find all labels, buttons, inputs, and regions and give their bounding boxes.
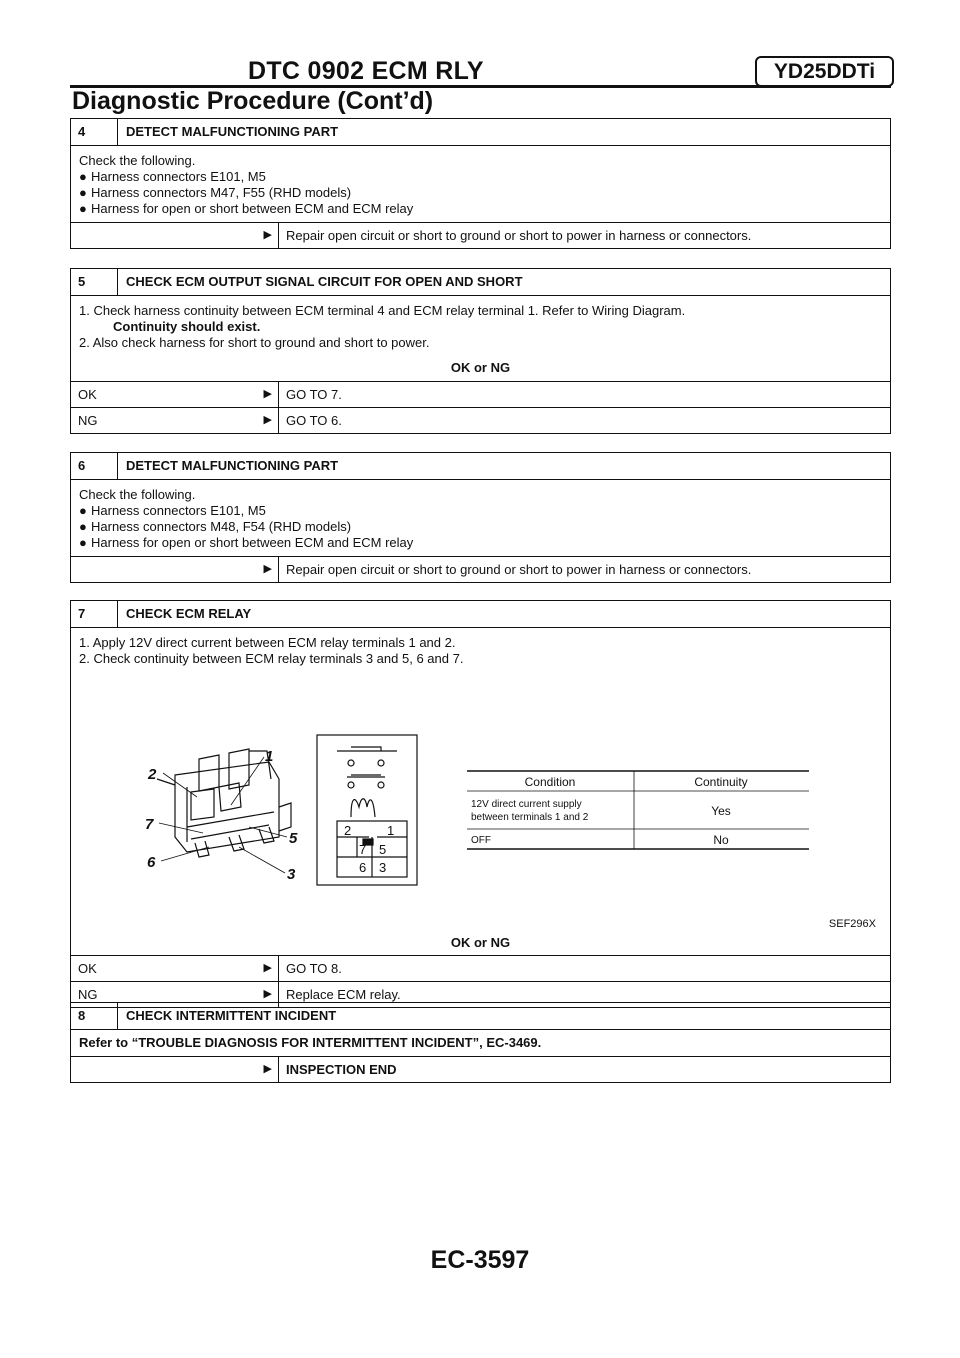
step-body	[71, 479, 890, 556]
result-row-ok	[71, 955, 890, 981]
continuity-table-text	[471, 775, 748, 847]
page-title: DTC 0902 ECM RLY	[248, 57, 484, 85]
step-number: 4	[71, 119, 118, 145]
step-intro: Check the following.	[79, 487, 196, 502]
table-cell-continuity: Yes	[711, 804, 731, 818]
step-5-block	[70, 268, 891, 434]
engine-badge: YD25DDTi	[755, 56, 894, 87]
result-action: Replace ECM relay.	[278, 982, 401, 1007]
action-text: Repair open circuit or short to ground or short to power in harness or connectors.	[278, 223, 751, 248]
terminal-label: 6	[359, 860, 367, 875]
question: OK or NG	[450, 935, 511, 950]
step-number: 7	[71, 601, 118, 627]
step-number: 8	[71, 1003, 118, 1029]
arrow-right-icon: ▶	[263, 988, 272, 1000]
result-label: NG	[78, 413, 98, 428]
action-row	[71, 556, 890, 582]
table-header-continuity: Continuity	[694, 775, 748, 789]
continuity-table	[467, 771, 809, 849]
terminal-labels	[344, 823, 394, 875]
result-label: OK	[78, 961, 97, 976]
relay-figure	[79, 667, 882, 935]
step-intro: Check the following.	[79, 153, 196, 168]
action-text: INSPECTION END	[278, 1057, 397, 1082]
terminal-label: 2	[344, 823, 352, 838]
result-label: NG	[78, 987, 98, 1002]
bullet-item: ● Harness for open or short between ECM and ECM relay	[79, 201, 414, 216]
result-action: GO TO 7.	[278, 382, 342, 407]
step-number: 5	[71, 269, 118, 295]
arrow-right-icon: ▶	[263, 563, 272, 575]
table-header-condition: Condition	[524, 775, 576, 789]
step-title: CHECK INTERMITTENT INCIDENT	[126, 1008, 337, 1023]
arrow-right-icon: ▶	[263, 414, 272, 426]
step-line: 1. Check harness continuity between ECM terminal 4 and ECM relay terminal 1. Refer to Wiring Diagram.	[79, 303, 686, 318]
step-title: CHECK ECM RELAY	[126, 606, 252, 621]
step-body	[71, 295, 890, 381]
step-line: 1. Apply 12V direct current between ECM relay terminals 1 and 2.	[79, 635, 456, 650]
result-row-ok	[71, 381, 890, 407]
step-title: CHECK ECM OUTPUT SIGNAL CIRCUIT FOR OPEN AND SHORT	[126, 274, 523, 289]
result-action: GO TO 8.	[278, 956, 342, 981]
result-label: OK	[78, 387, 97, 402]
callout-1: 1	[265, 748, 274, 765]
callout-2: 2	[148, 766, 157, 783]
callout-6: 6	[147, 854, 156, 871]
figure-code: SEF296X	[828, 918, 876, 930]
action-text: Repair open circuit or short to ground or short to power in harness or connectors.	[278, 557, 751, 582]
terminal-label: 7	[359, 842, 367, 857]
step-7-block	[70, 600, 891, 1008]
step-line: 2. Also check harness for short to ground and short to power.	[79, 335, 430, 350]
question: OK or NG	[450, 360, 511, 375]
table-cell-continuity: No	[713, 833, 729, 847]
bullet-item: ● Harness connectors E101, M5	[79, 169, 266, 184]
step-body	[71, 145, 890, 222]
action-row	[71, 222, 890, 248]
table-cell-condition: between terminals 1 and 2	[471, 812, 589, 823]
bullet-item: ● Harness connectors M47, F55 (RHD models)	[79, 185, 352, 200]
step-line: 2. Check continuity between ECM relay terminals 3 and 5, 6 and 7.	[79, 651, 464, 666]
step-number: 6	[71, 453, 118, 479]
arrow-right-icon: ▶	[263, 388, 272, 400]
terminal-label: 3	[379, 860, 387, 875]
callout-5: 5	[289, 830, 298, 847]
result-action: GO TO 6.	[278, 408, 342, 433]
table-cell-condition: OFF	[471, 835, 491, 846]
bullet-item: ● Harness for open or short between ECM and ECM relay	[79, 535, 414, 550]
page-subtitle: Diagnostic Procedure (Cont’d)	[72, 87, 434, 115]
step-6-block	[70, 452, 891, 583]
table-cell-condition: 12V direct current supply	[471, 799, 582, 810]
step-header	[71, 269, 890, 295]
result-row-ng	[71, 407, 890, 433]
relay-diagram	[79, 667, 882, 935]
callout-3: 3	[287, 866, 296, 883]
arrow-right-icon: ▶	[263, 229, 272, 241]
step-spec: Continuity should exist.	[113, 319, 261, 334]
bullet-item: ● Harness connectors M48, F54 (RHD models)	[79, 519, 352, 534]
step-text: Refer to “TROUBLE DIAGNOSIS FOR INTERMITTENT INCIDENT”, EC-3469.	[71, 1029, 890, 1056]
action-row	[71, 1056, 890, 1082]
callout-7: 7	[145, 816, 154, 833]
step-title: DETECT MALFUNCTIONING PART	[126, 458, 339, 473]
terminal-label: 5	[379, 842, 387, 857]
step-8-block	[70, 1002, 891, 1083]
step-4-block	[70, 118, 891, 249]
bullet-item: ● Harness connectors E101, M5	[79, 503, 266, 518]
arrow-right-icon: ▶	[263, 1063, 272, 1075]
step-header	[71, 453, 890, 479]
step-header	[71, 601, 890, 627]
page-number: EC-3597	[430, 1246, 530, 1274]
step-title: DETECT MALFUNCTIONING PART	[126, 124, 339, 139]
arrow-right-icon: ▶	[263, 962, 272, 974]
step-header	[71, 1003, 890, 1029]
step-header	[71, 119, 890, 145]
relay-schematic	[317, 735, 417, 885]
terminal-label: 1	[387, 823, 395, 838]
step-body	[71, 627, 890, 951]
relay-connector-drawing	[157, 749, 291, 857]
